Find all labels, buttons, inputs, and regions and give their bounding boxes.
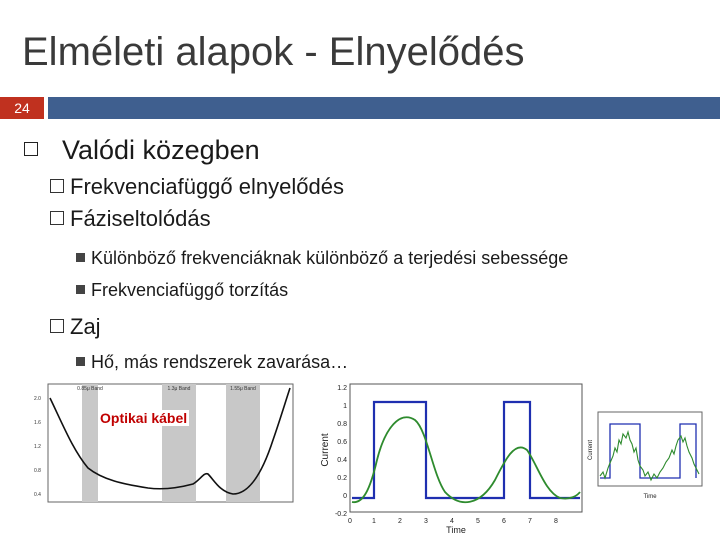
filled-square-bullet-icon [76, 357, 85, 366]
bullet-l2-freq [50, 174, 344, 200]
y-tick: 0.4 [34, 492, 41, 498]
slide-title: Elméleti alapok - Elnyelődés [22, 30, 525, 74]
y-tick: 1.2 [337, 385, 347, 392]
y-tick: 0.2 [337, 475, 347, 482]
x-tick: 4 [450, 518, 454, 525]
plot-frame [350, 384, 582, 512]
filled-square-bullet-icon [76, 253, 85, 262]
y-tick: -0.2 [334, 511, 347, 518]
x-tick: 2 [398, 518, 402, 525]
bullet-text: Fáziseltolódás [70, 206, 211, 231]
square-bullet-icon [50, 319, 64, 333]
bullet-text: Valódi közegben [62, 135, 260, 165]
band-label-085: 0.85μ Band [77, 386, 103, 392]
y-tick: 1.2 [34, 444, 41, 450]
bullet-text: Frekvenciafüggő torzítás [91, 280, 289, 300]
bullet-l3-distortion [76, 280, 288, 301]
x-axis-label: Time [446, 525, 466, 535]
slide-number: 24 [0, 97, 44, 119]
y-tick: 2.0 [34, 396, 41, 402]
fiber-overlay-label: Optikai kábel [100, 410, 188, 426]
y-tick: 0.8 [337, 421, 347, 428]
bullet-l3-speed [76, 248, 568, 269]
y-tick: 0.4 [337, 457, 347, 464]
x-tick: 3 [424, 518, 428, 525]
square-wave-figure [315, 380, 590, 535]
y-tick: 0 [343, 493, 347, 500]
y-tick: 1.6 [34, 420, 41, 426]
bullet-text: Hő, más rendszerek zavarása… [91, 352, 349, 372]
x-tick: 8 [554, 518, 558, 525]
plot-frame [598, 412, 702, 486]
band-shade-085 [82, 384, 98, 502]
y-tick: 1 [343, 403, 347, 410]
y-axis-label: Current [320, 433, 331, 467]
filled-square-bullet-icon [76, 285, 85, 294]
bullet-l1-real-medium [24, 135, 260, 166]
x-tick: 5 [476, 518, 480, 525]
bullet-text: Frekvenciafüggő elnyelődés [70, 174, 344, 199]
bullet-text: Különböző frekvenciáknak különböző a terjedési sebessége [91, 248, 569, 268]
square-bullet-icon [50, 211, 64, 225]
fiber-attenuation-figure [28, 380, 298, 520]
x-tick: 0 [348, 518, 352, 525]
bullet-l3-heat [76, 352, 348, 373]
y-tick: 0.8 [34, 468, 41, 474]
x-tick: 1 [372, 518, 376, 525]
square-bullet-icon [24, 142, 38, 156]
band-shade-155 [226, 384, 260, 502]
x-tick: 6 [502, 518, 506, 525]
band-label-155: 1.55μ Band [230, 386, 256, 392]
noisy-signal-figure [586, 408, 706, 504]
y-tick: 0.6 [337, 439, 347, 446]
y-axis-label: Current [588, 439, 594, 461]
bullet-l2-noise [50, 314, 101, 340]
x-axis-label: Time [643, 494, 657, 500]
title-underline-bar [48, 97, 720, 119]
bullet-l2-phase [50, 206, 211, 232]
bullet-text: Zaj [70, 314, 101, 339]
axis-ticks [34, 396, 41, 498]
square-bullet-icon [50, 179, 64, 193]
x-tick: 7 [528, 518, 532, 525]
band-label-13: 1.3μ Band [167, 386, 191, 392]
